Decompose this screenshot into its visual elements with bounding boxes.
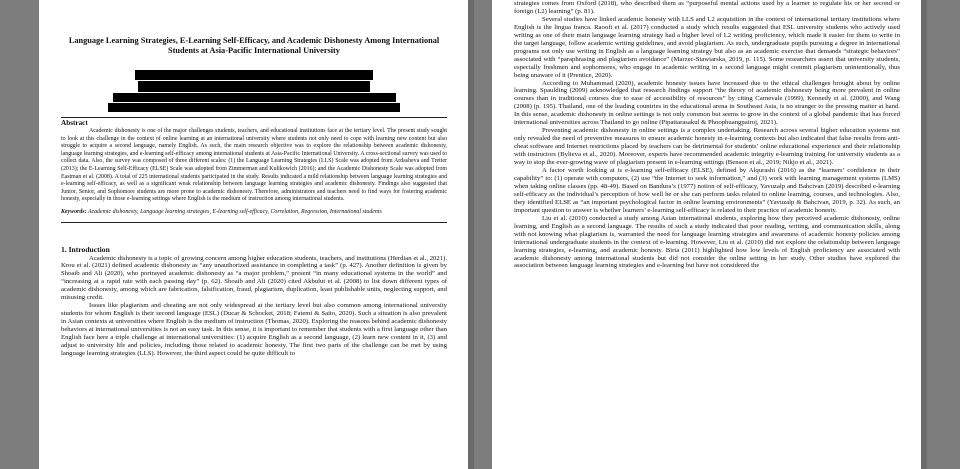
document-page-left[interactable] [39, 0, 468, 469]
abstract-bottom-rule [61, 222, 447, 223]
abstract-text: Academic dishonesty is one of the major challenges students, teachers, and educational institutions face at the tertiary level. The present study sought to look at this challenge in the context of online learning at an international university where students not only need to cope with learning new content but also struggle to acquire a second language, namely English. As such, the main research objective was to explore the relationship between academic dishonesty, language learning strategies, and e-learning self-efficacy among international students at Asia-Pacific International University. A cross-sectional survey was used to collect data. Also, the survey was composed of three different scales: (1) the Language Learning Strategies (LLS) Scale was adopted from Ardasheva and Tretter (2013); the E-Learning Self-Efficacy (ELSE) Scale was adopted from Zimmerman and Kulikowich (2016); and the Academic Dishonesty Scale was adopted from Eastman et al. (2008). A total of 225 international students participated in the study. Results indicated a mild relationship between language learning strategies and e-learning self-efficacy, as well as a significant weak relationship between language learning strategies and academic dishonesty. Findings also suggested that Junior, Senior, and Sophomore students are more prone to academic dishonesty. Therefore, administrators and teachers need to find ways for fostering academic honesty, especially in those e-learning settings where English is the medium of instruction among international students. [61, 128, 447, 203]
page-edge-shadow [921, 0, 927, 469]
redacted-affiliation-block [113, 93, 396, 102]
paper-title: Language Learning Strategies, E-Learning Self-Efficacy, and Academic Dishonesty Among International Students at Asia-Pacific International University [68, 36, 440, 55]
body-paragraph: strategies comes from Oxford (2018), who described them as “purposeful mental actions used by a learner to regulate his or her second or foreign (L2) learning” (p. 81). [514, 0, 900, 15]
intro-paragraph: Issues like plagiarism and cheating are not only widespread at the tertiary level but also common among international university students for whom English is their second language (ESL) (Ducar & Schocket, 2018; Fatemi & Saito, 2020). Such a situation is also prevalent in Asian contexts at universities where English is the medium of instruction (Thomas, 2020). Exploring the reasons behind academic dishonesty behaviors at international universities is not an easy task. In this sense, it is important to remember that students with a first language other than English face here a triple challenge at international universities: (1) acquire English as a second language, (2) learn new content in it, (3) and adjust to university life and policies, including those related to academic honesty. The first two parts of the challenge can be met by using language learning strategies (LLS). However, the third aspect could be quite difficult to [61, 302, 447, 357]
body-paragraph: Several studies have linked academic honesty with LLS and L2 acquisition in the context of international tertiary institutions where English is the lingua franca. Raoofi et al. (2017) conducted a study which results suggested that ESL university students who actively used writing as one of their main language learning strategy had a higher level of L2 writing proficiency, which made it easier for them to write in the target language, follow academic writing guidelines, and avoid plagiarism. As such, undergraduate pupils pursuing a degree in international programs not only use writing in English as a language learning strategy but also as an academic exercise that demands “strategic behaviors” associated with “paraphrasing and plagiarism avoidance” (Marzec-Stawiarska, 2019, p. 115). Some researchers assert that university students, especially freshmen and sophomores, who engage in academic writing in a second language might commit plagiarism unintentionally, thus being unaware of it (Prentice, 2020). [514, 15, 900, 79]
redacted-email-block [108, 103, 400, 112]
redacted-author-block [138, 81, 370, 92]
keywords-text: Academic dishonesty, Language learning strategies, E-learning self-efficacy, Correlation, Regression, International students [86, 208, 382, 215]
body-paragraph: According to Muhammad (2020), academic honesty issues have increased due to the ethical challenges brought about by online learning. Spaulding (2009) acknowledged that research findings support “the theory of academic dishonesty being more prevalent in online courses than in traditional courses due to ease of accessibility of resources” by citing Carnevale (1999), Kennedy et al. (2000), and Wang (2008) (p. 195). Thailand, one of the leading countries in the educational arena in Southeast Asia, is no stranger to the pressing matter at hand. In this sense, academic dishonesty in online settings is not only common but seems to grow in the context of a global pandemic that has forced international universities across Thailand to go online (Pipattarasakul & Phoophuangpairoj, 2021). [514, 79, 900, 127]
body-paragraph: A factor worth looking at is e-learning self-efficacy (ELSE), defined by Alqurashi (2016) as the “learners’ confidence in their capability” to: (1) operate with computers, (2) use “the Internet to seek information,” and (3) work with learning management systems (LMS) when taking online classes (pp. 48-49). Based on Bandura’s (1977) notion of self-efficacy, Yavuzalp and Bahcivan (2019) described e-learning self-efficacy as the individual’s perception of how well he or she can perform tasks related to online learning, courses, and technologies. Also, they identified ELSE as “an important psychological factor in online learning environments” (Yavuzalp & Bahcivan, 2019, p. 32). As such, an important question to answer is whether learners’ e-learning self-efficacy is related to their practice of academic honesty. [514, 167, 900, 214]
keywords-line [61, 209, 447, 217]
section-heading-introduction: 1. Introduction [61, 244, 110, 254]
keywords-label: Keywords: [61, 208, 87, 215]
abstract-heading: Abstract [61, 119, 88, 127]
body-paragraph: Liu et al. (2010) conducted a study among Asian international students, exploring how they perceived academic dishonesty, online learning, and English as a second language. The results of such a study indicated that poor reading, writing, and communication skills, along with not knowing what plagiarism is, warranted the need for language learning strategies and awareness of academic honesty policies among international undergraduate students in the context of e-learning. However, Liu et al. (2010) did not explore the relationship between language learning strategies, e-learning, and academic honesty. Birta (2011) highlighted how low levels of English proficiency are associated with academic dishonesty among international students but did not consider the online setting in her study. Other studies have explored the association between language learning strategies and e-learning but have not considered the [514, 214, 900, 270]
abstract-top-rule [61, 117, 447, 118]
document-page-right[interactable] [492, 0, 921, 469]
intro-paragraph: Academic dishonesty is a topic of growing concern among higher education students, teachers, and institutions (Herdian et al., 2021). Krou et al. (2021) defined academic dishonesty as “any unauthorized assistance in completing a task” (p. 427). Another definition is given by Shoaib and Ali (2020), who portrayed academic dishonesty as “a major problem,” present “in many educational systems in the world” and “increasing at a rapid rate with each passing day” (p. 62). Shoaib and Ali (2020) cited Akbulut et al. (2008) to list down different types of academic dishonesty, among which are fabrication, falsification, fraud, plagiarism, duplication, least publishable units, neglecting support, and misusing credit. [61, 254, 447, 302]
redacted-author-block [135, 70, 373, 80]
page-gap-shadow [468, 0, 474, 469]
body-paragraph: Preventing academic dishonesty in online settings is a complex undertaking. Research across several higher education systems not only revealed the need of preventive measures to ensure academic honesty in e-learning contexts but also indicated that false results from anti-cheat software and Internet restrictions placed by teachers can be detrimental for students’ online educational experience and their relationship with instructors (Bylieva et al., 2020). Moreover, experts have recommended academic integrity e-learning training for university students as a way to stop the ever-growing wave of plagiarism present in e-learning settings (Benson et al., 2019; Nikjo et al., 2021). [514, 127, 900, 167]
